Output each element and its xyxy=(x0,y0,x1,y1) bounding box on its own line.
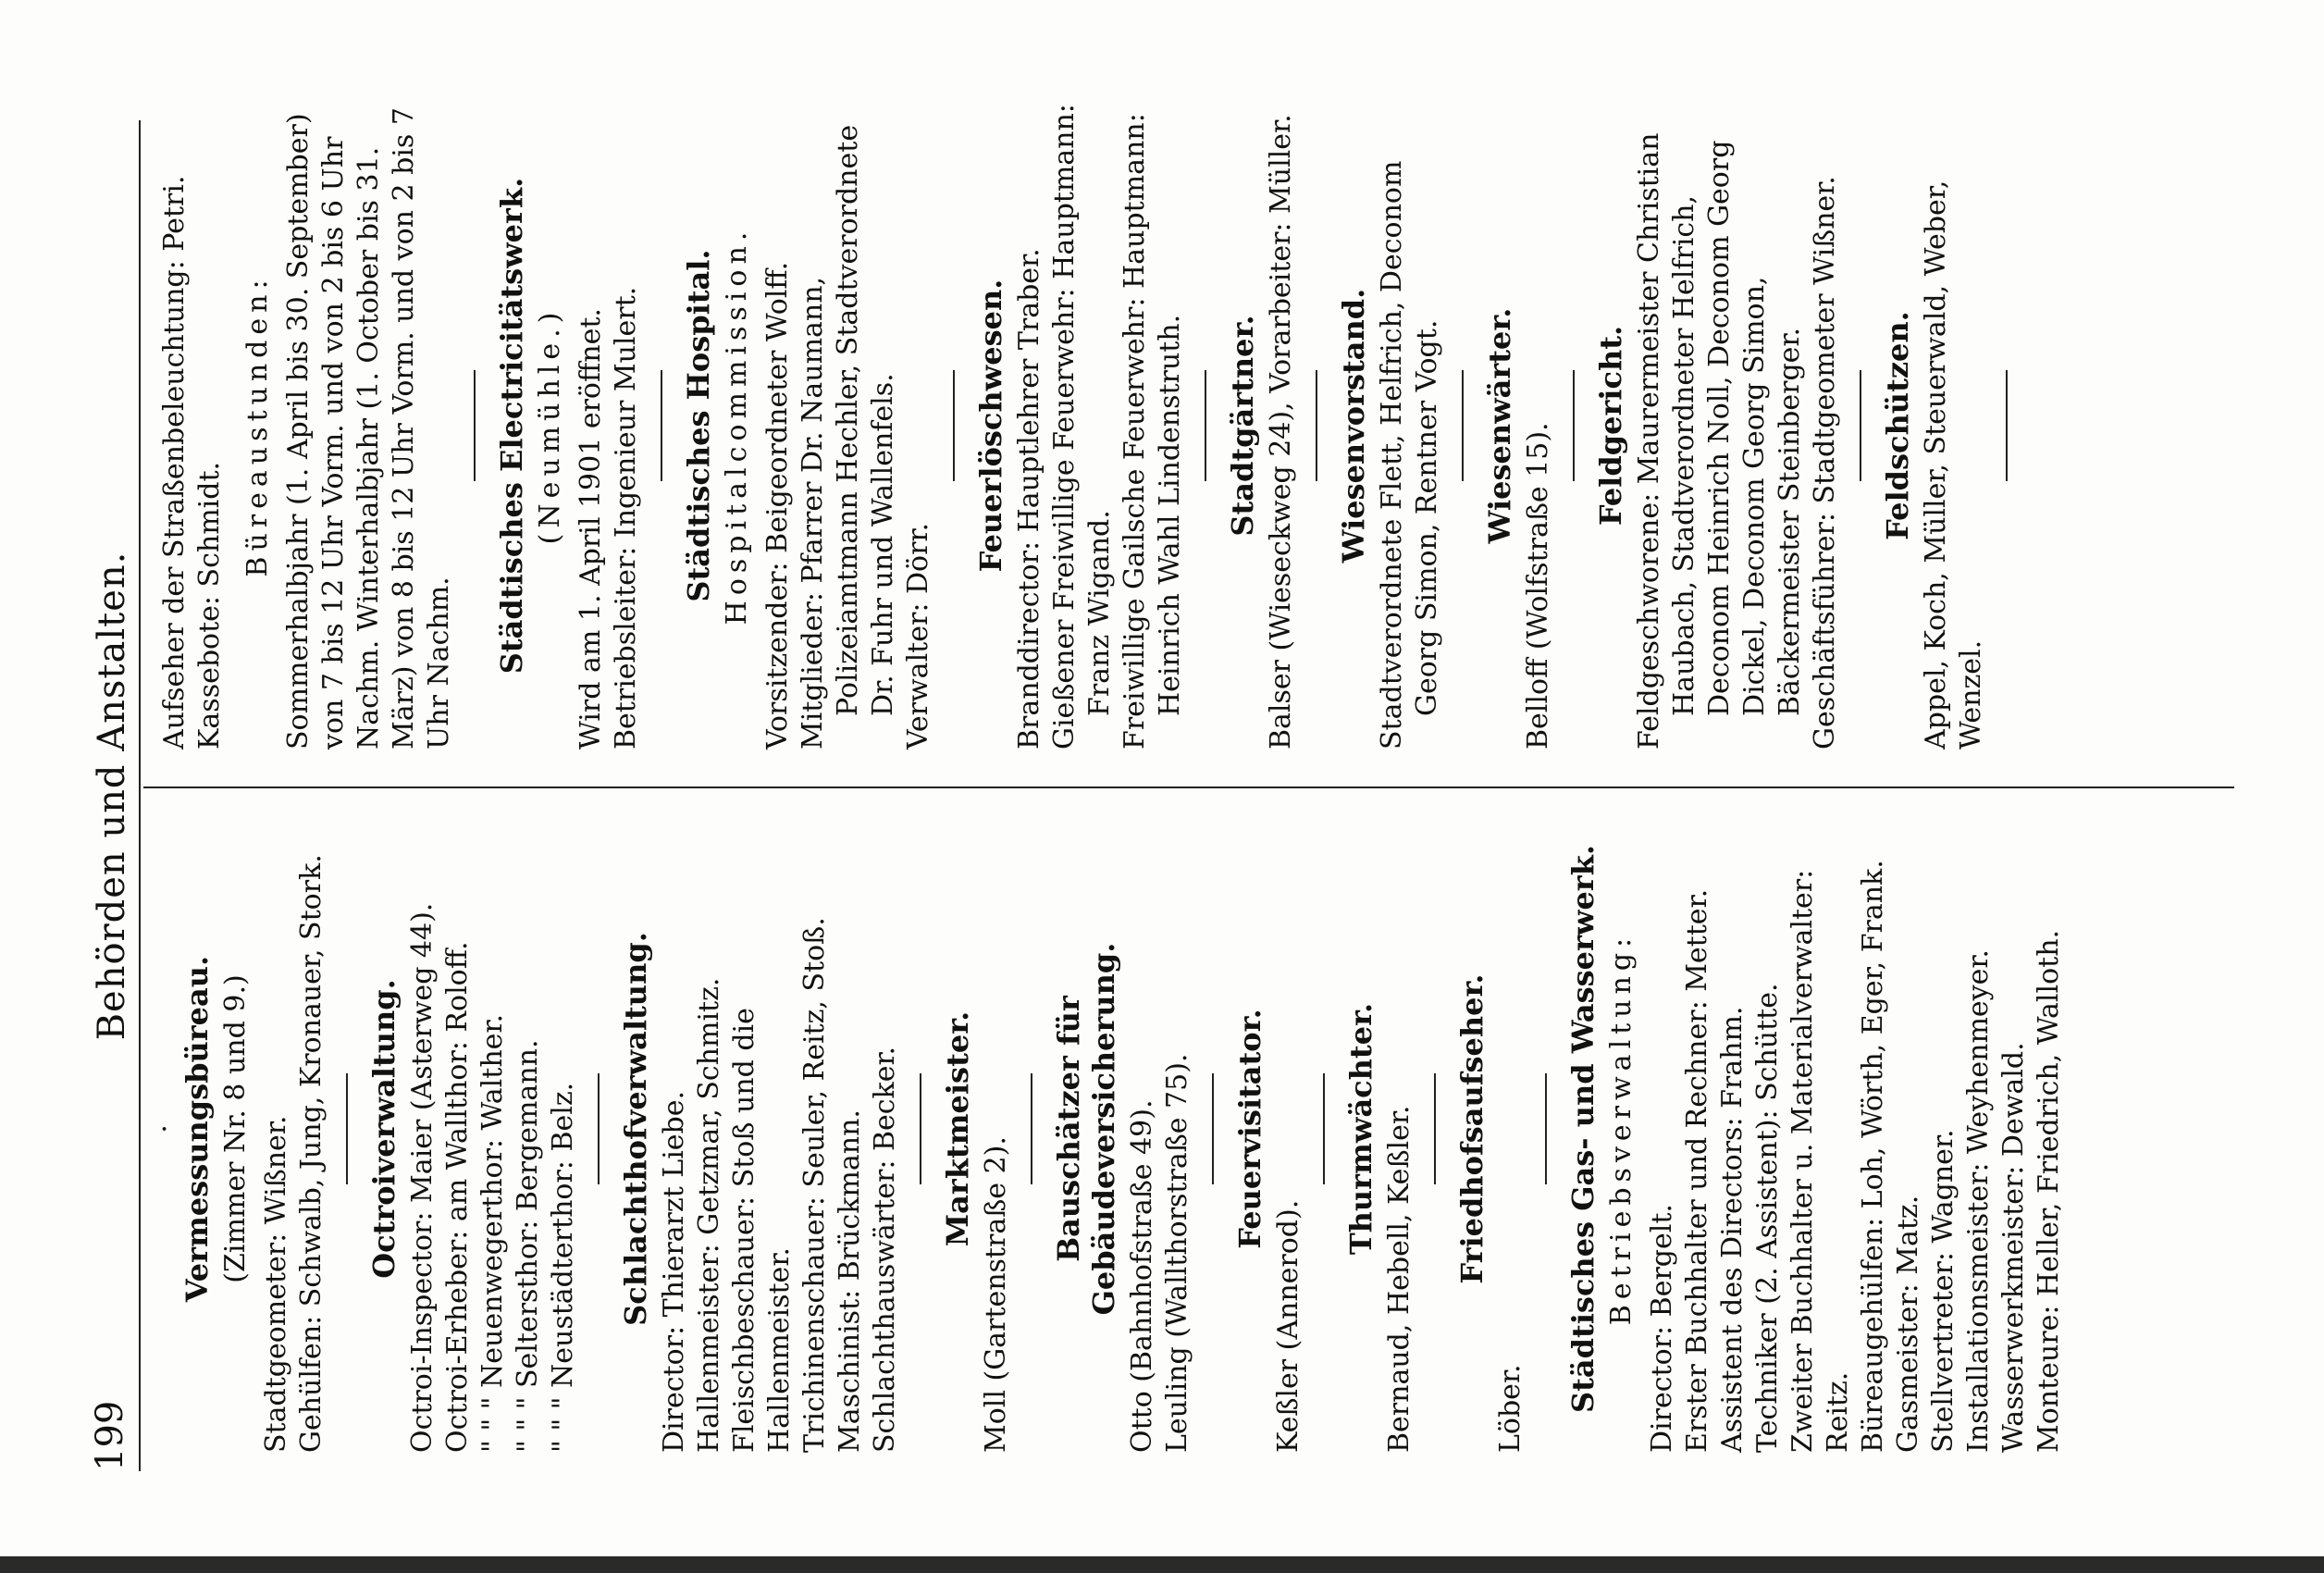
section-rule xyxy=(598,1073,600,1184)
section-heading: Städtisches Hospital. xyxy=(681,249,716,602)
ink-dot: · xyxy=(149,1124,181,1133)
text-line: Büreaugehülfen: Loh, Wörth, Eger, Frank. xyxy=(1857,860,1889,1453)
text-line: Appel, Koch, Müller, Steuerwald, Weber, Wenzel. xyxy=(1920,180,1987,749)
section-electricitaet xyxy=(494,102,644,749)
section-thurmwaechter xyxy=(1343,805,1417,1453)
column-divider xyxy=(143,786,2234,788)
section-rule xyxy=(2006,370,2008,481)
section-vermessung xyxy=(179,805,329,1453)
section-wiesenvorstand xyxy=(1336,102,1445,749)
section-rule xyxy=(920,1073,921,1184)
text-line: Löber. xyxy=(1494,1364,1527,1453)
text-line: Feldgeschworene: Maurermeister Christian Haubach, Stadtverordneter Helfrich, Deconom Heinrich Noll, Deconom Georg Dickel, Deconom Georg Simon, Bäckermeister Steinberger. xyxy=(1633,132,1806,749)
text-line: Director: Bergelt. xyxy=(1646,1204,1678,1453)
section-heading: Thurmwächter. xyxy=(1343,1002,1378,1256)
text-line: Branddirector: Hauptlehrer Traber. xyxy=(1013,248,1045,749)
text-line: " " " Seltersthor: Bergemann. xyxy=(512,1039,544,1453)
scan-edge xyxy=(0,1556,2324,1573)
section-rule xyxy=(1212,1073,1214,1184)
section-rule xyxy=(1031,1073,1032,1184)
section-schlachthof xyxy=(618,805,903,1453)
right-column xyxy=(157,102,2026,749)
section-heading: Marktmeister. xyxy=(940,1010,975,1247)
section-bauschaetzer xyxy=(1051,805,1195,1453)
text-line: Bernaud, Hebell, Keßler. xyxy=(1383,1105,1415,1453)
section-rule xyxy=(1545,1073,1547,1184)
section-subheading: (Neumühle.) xyxy=(534,306,566,545)
section-rule xyxy=(346,1073,348,1184)
text-line: Director: Thierarzt Liebe. xyxy=(658,1090,690,1453)
section-heading: Vermessungsbüreau. xyxy=(179,955,215,1303)
text-line: Wasserwerkmeister: Dewald. xyxy=(1997,1042,2030,1453)
text-line: Gasmeister: Matz. xyxy=(1892,1195,1924,1453)
text-line: Gehülfen: Schwalb, Jung, Kronauer, Stork. xyxy=(295,854,328,1453)
section-octroi xyxy=(366,805,581,1453)
text-line: Balser (Wieseckweg 24), Vorarbeiter: Müller. xyxy=(1265,114,1297,749)
section-heading: Octroiverwaltung. xyxy=(366,979,402,1279)
text-line: Zweiter Buchhalter u. Materialverwalter: Reitz. xyxy=(1786,869,1854,1453)
text-line: Octroi-Erheber: am Wallthor: Roloff. xyxy=(441,941,474,1453)
text-line: Vorsitzender: Beigeordneter Wolff. xyxy=(761,261,794,749)
section-heading: Städtisches Gas- und Wasserwerk. xyxy=(1565,845,1601,1413)
section-marktmeister xyxy=(940,805,1014,1453)
text-line: Freiwillige Gailsche Feuerwehr: Hauptmann: Heinrich Wahl Lindenstruth. xyxy=(1119,113,1186,749)
left-column xyxy=(149,805,2080,1453)
text-line: Aufseher der Straßenbeleuchtung: Petri. xyxy=(158,175,191,749)
text-line: " " " Neustädterthor: Belz. xyxy=(547,1082,579,1453)
text-line: Kassebote: Schmidt. xyxy=(193,461,226,749)
text-line: Verwalter: Dörr. xyxy=(902,523,934,749)
section-wiesenwaerter xyxy=(1482,102,1556,749)
text-line: Schlachthauswärter: Becker. xyxy=(869,1046,901,1453)
text-line: Monteure: Heller, Friedrich, Walloth. xyxy=(2033,929,2065,1453)
section-heading: Feuerlöschwesen. xyxy=(973,279,1008,573)
section-bureaustunden xyxy=(241,102,457,749)
text-line: " " " Neuenwegerthor: Walther. xyxy=(476,1014,509,1453)
text-paragraph: Sommerhalbjahr (1. April bis 30. September) von 7 bis 12 Uhr Vorm. und von 2 bis 6 Uhr Nachm. Winterhalbjahr (1. October bis 31. März) von 8 bis 12 Uhr Vorm. und von 2 bis 7 Uhr Nachm. xyxy=(282,107,455,749)
text-line: Geschäftsführer: Stadtgeometer Wißner. xyxy=(1809,176,1841,749)
section-rule xyxy=(1205,370,1206,481)
section-subheading: Büreaustunden: xyxy=(241,274,274,577)
text-line: Belloff (Wolfstraße 15). xyxy=(1522,422,1554,749)
section-heading: Stadtgärtner. xyxy=(1225,315,1260,537)
text-line: Stellvertreter: Wagner. xyxy=(1927,1129,1959,1453)
text-line: Hallenmeister: Getzmar, Schmitz. xyxy=(693,977,725,1453)
text-line: Trichinenschauer: Seuler, Reitz, Stoß. xyxy=(798,917,831,1453)
section-heading: Feuervisitator. xyxy=(1232,1009,1267,1249)
section-rule xyxy=(1573,370,1575,481)
section-subheading: (Zimmer Nr. 8 und 9.) xyxy=(219,974,252,1283)
text-line: Moll (Gartenstraße 2). xyxy=(980,1136,1012,1453)
section-rule xyxy=(953,370,955,481)
section-rule xyxy=(474,370,476,481)
section-subheading: Hospitalcommission. xyxy=(721,226,753,625)
section-rule xyxy=(661,370,662,481)
text-line: Fleischbeschauer: Stoß und die Hallenmeister. xyxy=(728,1008,796,1453)
section-heading: Wiesenwärter. xyxy=(1482,307,1517,544)
section-heading: Feldschützen. xyxy=(1880,311,1915,540)
section-heading: Städtisches Electricitätswerk. xyxy=(494,177,529,675)
section-heading: Feldgericht. xyxy=(1593,325,1628,526)
section-feldgericht xyxy=(1593,102,1843,749)
section-feuervisitator xyxy=(1232,805,1306,1453)
text-line: Stadtverordnete Flett, Helfrich, Deconom Georg Simon, Rentner Vogt. xyxy=(1376,160,1443,749)
section-subheading: Betriebsverwaltung: xyxy=(1605,932,1638,1326)
text-line: Octroi-Inspector: Maier (Asterweg 44). xyxy=(406,902,439,1453)
section-rule xyxy=(1316,370,1317,481)
text-line: Keßler (Annerod). xyxy=(1272,1199,1304,1453)
section-rule xyxy=(1860,370,1861,481)
text-line: Gießener Freiwillige Feuerwehr: Hauptmann: Franz Wigand. xyxy=(1048,104,1116,749)
text-line: Installationsmeister: Weyhenmeyer. xyxy=(1962,949,1995,1453)
text-line: Wird am 1. April 1901 eröffnet. xyxy=(575,308,607,749)
text-line: Erster Buchhalter und Rechner: Metter. xyxy=(1681,888,1713,1453)
section-feldschuetzen xyxy=(1880,102,1989,749)
text-line: Assistent des Directors: Frahm. xyxy=(1716,1006,1749,1453)
section-stadtgaertner xyxy=(1225,102,1299,749)
page-title: Behörden und Anstalten. xyxy=(91,551,133,1041)
text-line: Mitglieder: Pfarrer Dr. Naumann, Polizeiamtmann Hechler, Stadtverordnete Dr. Fuhr und Wallenfels. xyxy=(797,124,899,749)
text-line: Betriebsleiter: Ingenieur Mulert. xyxy=(610,286,642,749)
text-line: Stadtgeometer: Wißner. xyxy=(260,1115,292,1453)
section-feuerloesch xyxy=(973,102,1188,749)
section-rule xyxy=(1462,370,1464,481)
section-heading: Bauschätzer für Gebäudeversicherung. xyxy=(1051,942,1121,1316)
text-line: Otto (Bahnhofstraße 49). xyxy=(1126,1099,1158,1453)
text-line: Maschinist: Brückmann. xyxy=(834,1109,866,1453)
section-heading: Friedhofsaufseher. xyxy=(1454,973,1490,1284)
section-rule xyxy=(1323,1073,1325,1184)
section-rule xyxy=(1434,1073,1436,1184)
section-gaswerk xyxy=(1565,805,2067,1453)
page-number: 199 xyxy=(89,1400,131,1471)
section-heading: Wiesenvorstand. xyxy=(1336,288,1371,564)
text-line: Techniker (2. Assistent): Schütte. xyxy=(1751,983,1784,1453)
section-strassenbeleuchtung xyxy=(157,102,228,749)
section-friedhof xyxy=(1454,805,1528,1453)
text-line: Leuling (Wallthorstraße 75). xyxy=(1161,1053,1193,1453)
section-hospital xyxy=(681,102,936,749)
page-header xyxy=(83,120,141,1471)
section-heading: Schlachthofverwaltung. xyxy=(618,932,653,1326)
